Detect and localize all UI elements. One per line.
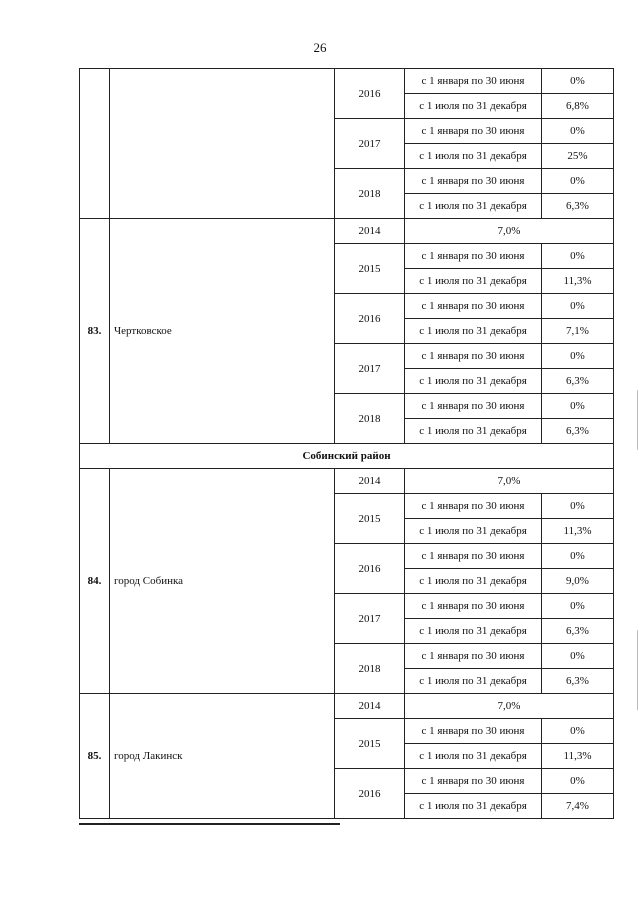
table-row [80, 469, 614, 494]
period-cell: с 1 июля по 31 декабря [405, 144, 542, 169]
period-cell: с 1 июля по 31 декабря [405, 519, 542, 544]
rate-cell: 6,3% [542, 669, 614, 694]
period-cell: с 1 января по 30 июня [405, 294, 542, 319]
period-cell: с 1 января по 30 июня [405, 69, 542, 94]
year-cell: 2015 [335, 719, 405, 769]
period-cell: с 1 января по 30 июня [405, 544, 542, 569]
rate-cell: 0% [542, 769, 614, 794]
rate-cell: 0% [542, 594, 614, 619]
rate-cell: 0% [542, 394, 614, 419]
rate-cell: 0% [542, 719, 614, 744]
rate-cell: 11,3% [542, 269, 614, 294]
year-cell: 2017 [335, 344, 405, 394]
rate-cell: 0% [542, 169, 614, 194]
rate-cell: 6,3% [542, 619, 614, 644]
period-cell: с 1 января по 30 июня [405, 769, 542, 794]
period-cell: с 1 июля по 31 декабря [405, 569, 542, 594]
rate-cell: 0% [542, 294, 614, 319]
row-number-cell: 84. [80, 469, 110, 694]
year-cell: 2017 [335, 594, 405, 644]
rate-cell: 0% [542, 344, 614, 369]
table-row [80, 444, 614, 469]
period-cell: с 1 июля по 31 декабря [405, 369, 542, 394]
rate-cell: 25% [542, 144, 614, 169]
period-cell: с 1 июля по 31 декабря [405, 669, 542, 694]
tariff-table [79, 68, 614, 819]
scan-margin-mark [637, 390, 638, 450]
row-number-cell [80, 69, 110, 219]
period-cell: с 1 июля по 31 декабря [405, 419, 542, 444]
row-number-cell: 83. [80, 219, 110, 444]
municipality-name-cell: город Собинка [110, 469, 335, 694]
rate-cell: 0% [542, 69, 614, 94]
year-cell: 2016 [335, 69, 405, 119]
rate-cell: 7,4% [542, 794, 614, 819]
rate-cell: 6,3% [542, 194, 614, 219]
rate-cell: 0% [542, 244, 614, 269]
row-number-cell: 85. [80, 694, 110, 819]
table-row [80, 69, 614, 94]
page-number: 26 [313, 40, 327, 55]
rate-cell: 11,3% [542, 744, 614, 769]
period-cell: с 1 июля по 31 декабря [405, 319, 542, 344]
municipality-name-cell: город Лакинск [110, 694, 335, 819]
base-rate-cell: 7,0% [405, 219, 614, 244]
rate-cell: 9,0% [542, 569, 614, 594]
rate-cell: 0% [542, 644, 614, 669]
period-cell: с 1 января по 30 июня [405, 644, 542, 669]
period-cell: с 1 июля по 31 декабря [405, 744, 542, 769]
year-cell: 2016 [335, 294, 405, 344]
year-cell: 2014 [335, 694, 405, 719]
year-cell: 2018 [335, 644, 405, 694]
table-row [80, 694, 614, 719]
period-cell: с 1 января по 30 июня [405, 394, 542, 419]
bottom-rule [79, 823, 340, 825]
period-cell: с 1 июля по 31 декабря [405, 619, 542, 644]
municipality-name-cell [110, 69, 335, 219]
rate-cell: 7,1% [542, 319, 614, 344]
period-cell: с 1 июля по 31 декабря [405, 194, 542, 219]
period-cell: с 1 января по 30 июня [405, 594, 542, 619]
rate-cell: 6,8% [542, 94, 614, 119]
year-cell: 2015 [335, 244, 405, 294]
period-cell: с 1 января по 30 июня [405, 719, 542, 744]
year-cell: 2018 [335, 394, 405, 444]
period-cell: с 1 июля по 31 декабря [405, 269, 542, 294]
year-cell: 2018 [335, 169, 405, 219]
base-rate-cell: 7,0% [405, 469, 614, 494]
period-cell: с 1 января по 30 июня [405, 119, 542, 144]
period-cell: с 1 июля по 31 декабря [405, 94, 542, 119]
scan-margin-mark [637, 630, 638, 710]
period-cell: с 1 июля по 31 декабря [405, 794, 542, 819]
rate-cell: 11,3% [542, 519, 614, 544]
year-cell: 2014 [335, 219, 405, 244]
period-cell: с 1 января по 30 июня [405, 344, 542, 369]
year-cell: 2015 [335, 494, 405, 544]
period-cell: с 1 января по 30 июня [405, 244, 542, 269]
period-cell: с 1 января по 30 июня [405, 169, 542, 194]
base-rate-cell: 7,0% [405, 694, 614, 719]
rate-cell: 0% [542, 119, 614, 144]
year-cell: 2017 [335, 119, 405, 169]
rate-cell: 6,3% [542, 369, 614, 394]
period-cell: с 1 января по 30 июня [405, 494, 542, 519]
year-cell: 2016 [335, 544, 405, 594]
municipality-name-cell: Чертковское [110, 219, 335, 444]
year-cell: 2014 [335, 469, 405, 494]
district-header: Собинский район [80, 444, 614, 469]
rate-cell: 0% [542, 544, 614, 569]
table-row [80, 219, 614, 244]
year-cell: 2016 [335, 769, 405, 819]
rate-cell: 0% [542, 494, 614, 519]
rate-cell: 6,3% [542, 419, 614, 444]
